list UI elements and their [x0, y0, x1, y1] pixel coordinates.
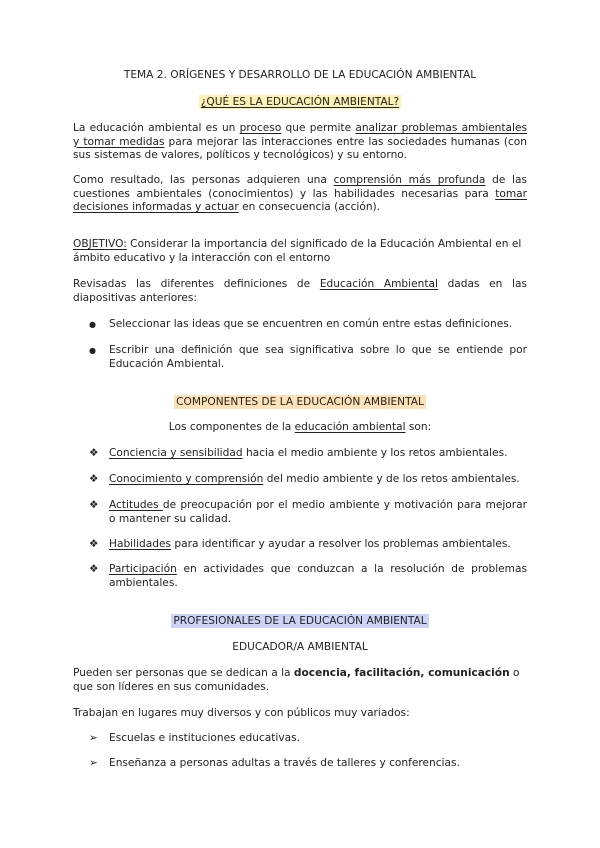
list-item: [109, 344, 527, 371]
text-run: dadas en las diapositivas anteriores:: [73, 278, 527, 304]
list-item: [109, 447, 527, 461]
subheading-educador: [0, 641, 600, 655]
text-run: Como resultado, las personas adquieren una: [73, 174, 334, 186]
text-run: Considerar la importancia del significado de la Educación Ambiental en el ámbito educativo y la interacción con el entorno: [73, 238, 522, 264]
underlined-term: Conocimiento y comprensión: [109, 473, 264, 485]
text-run: para identificar y ayudar a resolver los problemas ambientales.: [171, 538, 511, 550]
underlined-term: Actitudes: [109, 499, 163, 511]
bold-term: docencia, facilitación, comunicación: [293, 667, 510, 679]
arrow-bullet-icon: ➢: [89, 732, 98, 744]
task-text: Escribir una definición que sea significativa sobre lo que se entiende por Educación Ambiental.: [109, 344, 527, 370]
subheading-text: EDUCADOR/A AMBIENTAL: [232, 641, 368, 653]
objetivo-label: OBJETIVO:: [73, 238, 127, 250]
text-run: La educación ambiental es un: [73, 122, 240, 134]
diamond-bullet-icon: ❖: [89, 473, 99, 485]
paragraph-objetivo: [73, 238, 527, 265]
components-intro: [0, 421, 600, 435]
text-run: Los componentes de la: [168, 421, 295, 433]
text-run: que permite: [281, 122, 356, 134]
list-item: [109, 732, 527, 746]
underlined-term: tomar decisiones informadas y actuar: [73, 187, 527, 213]
underlined-term: Educación Ambiental: [319, 278, 438, 290]
section-heading-que-es: [0, 96, 600, 110]
text-run: del medio ambiente y de los retos ambientales.: [263, 473, 520, 485]
arrow-bullet-icon: ➢: [89, 757, 98, 769]
diamond-bullet-icon: ❖: [89, 447, 99, 459]
paragraph-definition: [73, 122, 527, 163]
diamond-bullet-icon: ❖: [89, 563, 99, 575]
underlined-term: Habilidades: [109, 538, 171, 550]
text-run: Revisadas las diferentes definiciones de: [73, 278, 320, 290]
heading-highlight: ¿QUÉ ES LA EDUCACIÓN AMBIENTAL?: [200, 96, 400, 108]
list-item: [109, 538, 527, 552]
list-item: [109, 499, 527, 526]
heading-highlight: COMPONENTES DE LA EDUCACIÓN AMBIENTAL: [176, 396, 424, 408]
section-heading-profesionales: [0, 615, 600, 629]
underlined-term: analizar problemas ambientales y tomar medidas: [73, 122, 528, 148]
task-text: Seleccionar las ideas que se encuentren en común entre estas definiciones.: [109, 318, 513, 330]
text-run: de preocupación por el medio ambiente y motivación para mejorar o mantener su calidad.: [109, 499, 527, 525]
diamond-bullet-icon: ❖: [89, 538, 99, 550]
list-item: [109, 563, 527, 590]
text-run: hacia el medio ambiente y los retos ambientales.: [242, 447, 508, 459]
paragraph-revisadas: [73, 278, 527, 305]
place-text: Escuelas e instituciones educativas.: [109, 732, 301, 744]
text-run: Trabajan en lugares muy diversos y con públicos muy variados:: [73, 707, 410, 719]
underlined-term: Conciencia y sensibilidad: [109, 447, 243, 459]
list-item: [109, 757, 527, 771]
text-run: para mejorar las interacciones entre las sociedades humanas (con sus sistemas de valores, políticos y tecnológicos) y su entorno.: [73, 135, 528, 161]
text-run: son:: [405, 421, 432, 433]
bullet-dot-icon: ●: [89, 346, 96, 355]
text-run: o que son líderes en sus comunidades.: [73, 667, 520, 693]
document-title: [0, 69, 600, 83]
text-run: en actividades que conduzcan a la resolución de problemas ambientales.: [109, 563, 527, 589]
heading-highlight: PROFESIONALES DE LA EDUCACIÓN AMBIENTAL: [173, 615, 427, 627]
text-run: de las cuestiones ambientales (conocimientos) y las habilidades necesarias para: [73, 174, 527, 200]
paragraph-educador: [73, 667, 527, 694]
paragraph-trabajan: [73, 707, 527, 721]
bullet-dot-icon: ●: [89, 320, 96, 329]
list-item: [109, 473, 527, 487]
place-text: Enseñanza a personas adultas a través de talleres y conferencias.: [109, 757, 460, 769]
text-run: en consecuencia (acción).: [238, 201, 381, 213]
underlined-term: educación ambiental: [294, 421, 406, 433]
title-text: TEMA 2. ORÍGENES Y DESARROLLO DE LA EDUCACIÓN AMBIENTAL: [123, 69, 477, 81]
list-item: [109, 318, 527, 332]
underlined-term: proceso: [239, 122, 282, 134]
section-heading-componentes: [0, 396, 600, 410]
diamond-bullet-icon: ❖: [89, 499, 99, 511]
paragraph-result: [73, 174, 527, 215]
underlined-term: comprensión más profunda: [333, 174, 486, 186]
text-run: Pueden ser personas que se dedican a la: [73, 667, 294, 679]
underlined-term: Participación: [109, 563, 177, 575]
